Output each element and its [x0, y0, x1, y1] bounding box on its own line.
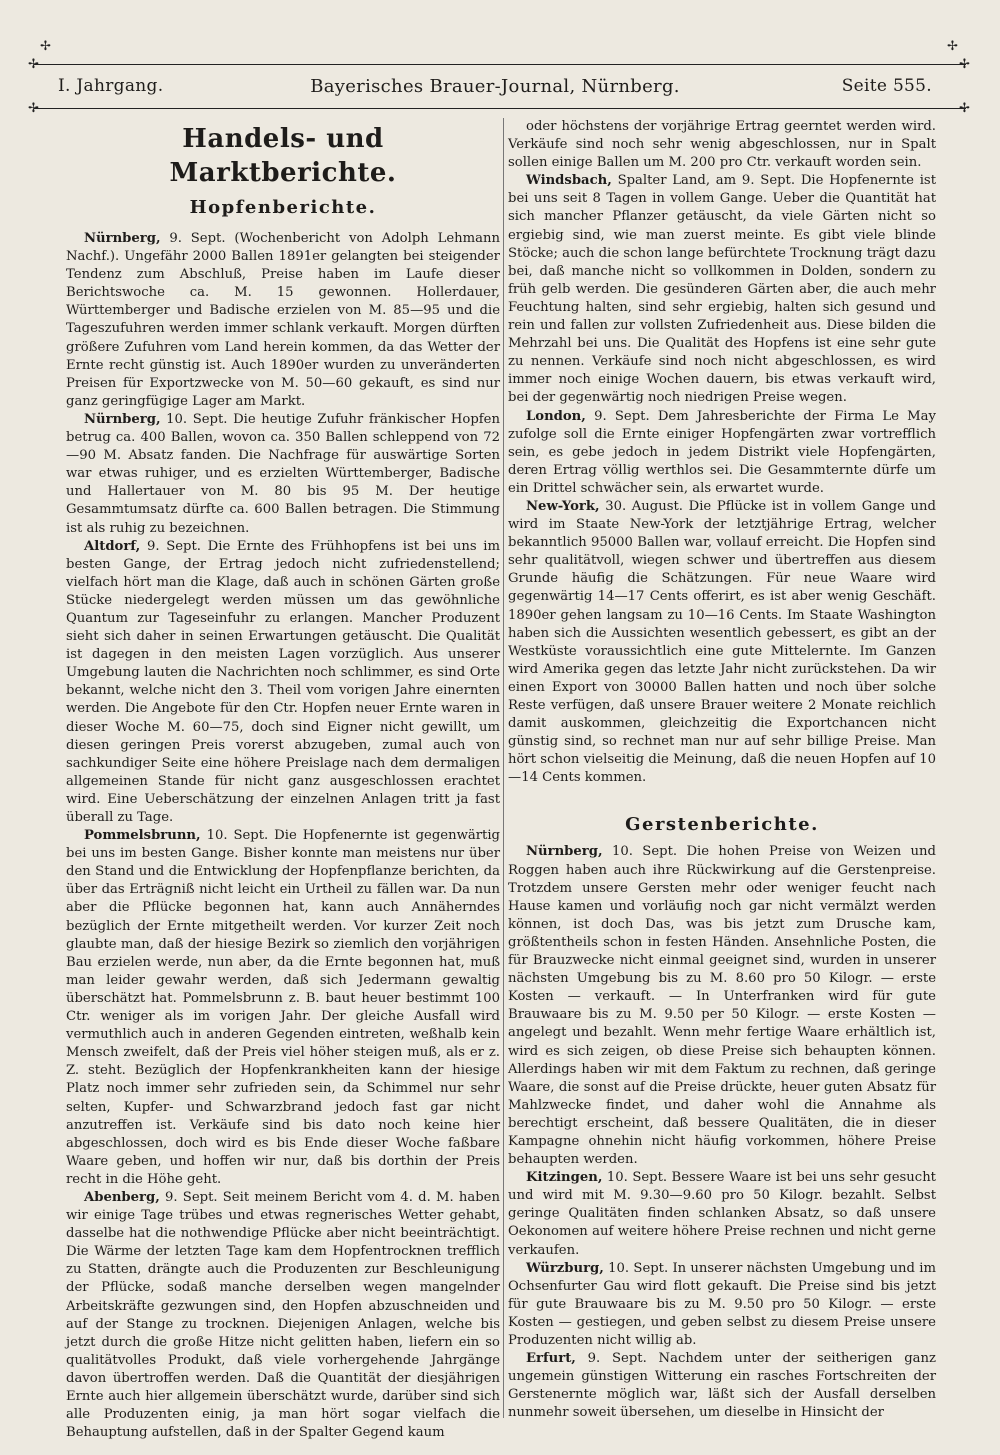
report-place: Kitzingen,	[526, 1170, 603, 1186]
report-text: 9. Sept. (Wochenbericht von Adolph Lehmann Nachf.). Ungefähr 2000 Ballen 1891er gelangten bei steigender Tendenz zum Abschluß, Preise haben im Laufe dieser Berichtswoche ca. M. 15 gewonnen. Hollerdauer, Württemberger und Badische erzielen von M. 85—95 und die Tageszufuhren werden immer schlank verkauft. Morgen dürften größere Zufuhren vom Land herein kommen, da das Wetter der Ernte recht günstig ist. Auch 1890er wurden zu unveränderten Preisen für Exportzwecke von M. 50—60 gekauft, es sind nur ganz geringfügige Lager am Markt.	[66, 231, 500, 409]
column-divider	[503, 118, 504, 1418]
report-text: 9. Sept. Die Ernte des Frühhopfens ist bei uns im besten Gange, der Ertrag jedoch nicht zufriedenstellend; vielfach hört man die Klage, daß auch in schönen Gärten große Stücke niedergelegt werden müssen um das gewöhnliche Quantum zur Tageseinfuhr zu erlangen. Mancher Produzent sieht sich daher in seinen Erwartungen getäuscht. Die Qualität ist dagegen in den meisten Lagen vorzüglich. Aus unserer Umgebung lauten die Nachrichten noch schlimmer, es sind Orte bekannt, welche nicht den 3. Theil vom vorigen Jahre einernten werden. Die Angebote für den Ctr. Hopfen neuer Ernte waren in dieser Woche M. 60—75, doch sind Eigner nicht gewillt, um diesen geringen Preis vorerst abzugeben, zumal auch von sachkundiger Seite eine höhere Preislage nach dem dermaligen allgemeinen Stande für nicht ganz ausgeschlossen erachtet wird. Eine Ueberschätzung der einzelnen Anlagen tritt ja fast überall zu Tage.	[66, 538, 500, 825]
rule-ornament-right-bottom: ✢	[959, 101, 970, 116]
report-place: Abenberg,	[84, 1189, 160, 1205]
report-place: Windsbach,	[526, 173, 612, 189]
report-text: 10. Sept. Die Hopfenernte ist gegenwärtig bei uns im besten Gange. Bisher konnte man meistens nur über den Stand und die Entwicklung der Hopfenpflanze berichten, da über das Erträgniß nicht leicht ein Urtheil zu fällen war. Da nun aber die Pflücke begonnen hat, kann auch Annäherndes bezüglich der Ernte mitgetheilt werden. Vor kurzer Zeit noch glaubte man, daß der hiesige Bezirk so ziemlich den vorjährigen Bau erzielen werde, nun aber, da die Ernte begonnen hat, muß man leider gewahr werden, daß sich Jedermann gewaltig überschätzt hat. Pommelsbrunn z. B. baut heuer bestimmt 100 Ctr. weniger als im vorigen Jahr. Der gleiche Ausfall wird vermuthlich auch in anderen Gegenden eintreten, weßhalb kein Mensch zweifelt, daß der Preis viel höher steigen muß, als er z. Z. steht. Bezüglich der Hopfenkrankheiten kann der hiesige Platz noch immer sehr zufrieden sein, da Schimmel nur sehr selten, Kupfer- und Schwarzbrand jedoch fast gar nicht anzutreffen ist. Verkäufe sind bis dato noch keine hier abgeschlossen, doch wird es bis Ende dieser Woche faßbare Waare geben, und hoffen wir nur, daß bis dorthin der Preis recht in die Höhe geht.	[66, 828, 500, 1187]
report-paragraph	[66, 230, 500, 411]
report-paragraph	[66, 827, 500, 1189]
report-text: 10. Sept. Die hohen Preise von Weizen und Roggen haben auch ihre Rückwirkung auf die Gerstenpreise. Trotzdem unsere Gersten mehr oder weniger feucht nach Hause kamen und vorläufig noch gar nicht vermälzt werden können, ist doch Das, was bis jetzt zum Drusche kam, größtentheils schon in festen Händen. Ansehnliche Posten, die für Brauzwecke nicht einmal geeignet sind, wurden in unserer nächsten Umgebung bis zu M. 8.60 pro 50 Kilogr. — erste Kosten — verkauft. — In Unterfranken wird für gute Brauwaare bis zu M. 9.50 per 50 Kilogr. — erste Kosten — angelegt und bezahlt. Wenn mehr fertige Waare erhältlich ist, wird es sich zeigen, ob diese Preise sich behaupten können. Allerdings haben wir mit dem Faktum zu rechnen, daß geringe Waare, die sonst auf die Preise drückte, heuer guten Absatz für Mahlzwecke findet, und daher wohl die Annahme als berechtigt erscheint, daß bessere Qualitäten, die in dieser Kampagne ohnehin nicht häufig vorkommen, höhere Preise behaupten werden.	[508, 844, 936, 1168]
hop-reports-heading: Hopfenberichte.	[189, 197, 377, 218]
report-place: Nürnberg,	[526, 844, 603, 860]
report-text: Spalter Land, am 9. Sept. Die Hopfenernte ist bei uns seit 8 Tagen in vollem Gange. Ueber die Quantität hat sich mancher Pflanzer getäuscht, da viele Gärten nicht so ergiebig sind, wie man zuerst meinte. Es gibt viele blinde Stöcke; auch die schon lange befürchtete Trocknung trägt dazu bei, daß manche nicht so vollkommen in Dolden, sondern zu früh gelb werden. Die gesünderen Gärten aber, die auch mehr Feuchtung halten, sind sehr ergiebig, halten sich gesund und rein und fallen zur vollsten Zufriedenheit aus. Diese bilden die Mehrzahl bei uns. Die Qualität des Hopfens ist eine sehr gute zu nennen. Verkäufe sind noch nicht abgeschlossen, es wird immer noch einige Wochen dauern, bis etwas verkauft wird, bei der gegenwärtig noch niedrigen Preise wegen.	[508, 173, 936, 406]
running-header	[58, 76, 932, 102]
section-heading: Handels- und Marktberichte.	[169, 124, 397, 188]
report-paragraph	[508, 172, 936, 407]
left-column	[66, 118, 500, 1441]
report-paragraph	[66, 411, 500, 538]
report-text: 10. Sept. Die heutige Zufuhr fränkischer Hopfen betrug ca. 400 Ballen, wovon ca. 350 Ballen schleppend von 72—90 M. Absatz fanden. Die Nachfrage für auswärtige Sorten war etwas ruhiger, und es erzielten Württemberger, Badische und Hallertauer von M. 80 bis 95 M. Der heutige Gesammtumsatz dürfte ca. 600 Ballen betragen. Die Stimmung ist als ruhig zu bezeichnen.	[66, 411, 500, 536]
report-paragraph	[508, 498, 936, 788]
report-paragraph	[508, 1350, 936, 1422]
rule-ornament-left-top: ✢	[40, 39, 51, 54]
report-text: 10. Sept. In unserer nächsten Umgebung und im Ochsenfurter Gau wird flott gekauft. Die Preise sind bis jetzt für gute Brauwaare bis zu M. 9.50 pro 50 Kilogr. — erste Kosten — gestiegen, und geben selbst zu diesem Preise unsere Produzenten nicht willig ab.	[508, 1260, 936, 1348]
rule-ornament-right: ✢	[959, 57, 970, 72]
report-paragraph	[508, 843, 936, 1169]
page-number: Seite 555.	[841, 76, 932, 96]
report-place: Pommelsbrunn,	[84, 828, 201, 844]
report-text: 30. August. Die Pflücke ist in vollem Gange und wird im Staate New-York der letztjährige Ertrag, welcher bekanntlich 95000 Ballen war, vollauf erreicht. Die Hopfen sind sehr qualitätvoll, wiegen schwer und übertreffen aus diesem Grunde häufig die Schätzungen. Für neue Waare wird gegenwärtig 14—17 Cents offerirt, es ist aber wenig Geschäft. 1890er gehen langsam zu 10—16 Cents. Im Staate Washington haben sich die Aussichten wesentlich gebessert, es gibt an der Westküste voraussichtlich eine gute Mittelernte. Im Ganzen wird Amerika gegen das letzte Jahr nicht zurückstehen. Da wir einen Export von 30000 Ballen hatten und noch über solche Reste verfügen, daß unsere Brauer weitere 2 Monate reichlich damit auskommen, gleichzeitig die Exportchancen nicht günstig sind, so rechnet man nur auf sehr billige Preise. Man hört schon vielseitig die Meinung, daß die neuen Hopfen auf 10—14 Cents kommen.	[508, 498, 936, 786]
report-place: Erfurt,	[526, 1351, 576, 1367]
continued-paragraph: oder höchstens der vorjährige Ertrag geerntet werden wird. Verkäufe sind noch sehr wenig abgeschlossen, nur in Spalt sollen einige Ballen um M. 200 pro Ctr. verkauft worden sein.	[508, 119, 936, 171]
barley-reports-heading: Gerstenberichte.	[625, 814, 819, 836]
report-place: Nürnberg,	[84, 411, 161, 427]
report-paragraph	[66, 538, 500, 828]
report-paragraph	[66, 1189, 500, 1442]
report-text: 9. Sept. Seit meinem Bericht vom 4. d. M. haben wir einige Tage trübes und etwas regnerisches Wetter gehabt, dasselbe hat die nothwendige Pflücke aber nicht beeinträchtigt. Die Wärme der letzten Tage kam dem Hopfentrocknen trefflich zu Statten, drängte auch die Produzenten zur Beschleunigung der Pflücke, sodaß manche derselben wegen mangelnder Arbeitskräfte gezwungen sind, den Hopfen abzuschneiden und auf der Stange zu trocknen. Diejenigen Anlagen, welche bis jetzt durch die große Hitze nicht gelitten haben, liefern ein so qualitätvolles Produkt, daß viele vorhergehende Jahrgänge davon übertroffen werden. Daß die Quantität der diesjährigen Ernte auch hier allgemein überschätzt wurde, darüber sind sich alle Produzenten einig, ja man hört sogar vielfach die Behauptung aufstellen, daß in der Spalter Gegend kaum	[66, 1189, 500, 1441]
header-rule	[34, 108, 966, 109]
right-column	[508, 118, 936, 1421]
rule-ornament-left-bottom: ✢	[28, 101, 39, 116]
rule-ornament-left: ✢	[28, 57, 39, 72]
journal-title: Bayerisches Brauer-Journal, Nürnberg.	[310, 76, 680, 97]
volume-label: I. Jahrgang.	[58, 76, 164, 96]
report-text: 9. Sept. Nachdem unter der seitherigen ganz ungemein günstigen Witterung ein rasches Fortschreiten der Gerstenernte möglich war, läßt sich der Ausfall derselben nunmehr soweit übersehen, um dieselbe in Hinsicht der	[508, 1351, 936, 1421]
report-place: New-York,	[526, 498, 600, 514]
report-paragraph	[508, 1260, 936, 1350]
rule-ornament-right-top: ✢	[947, 39, 958, 54]
report-place: London,	[526, 408, 586, 424]
report-paragraph	[508, 408, 936, 498]
top-rule	[34, 64, 966, 65]
report-place: Nürnberg,	[84, 231, 161, 246]
report-text: 9. Sept. Dem Jahresberichte der Firma Le May zufolge soll die Ernte einiger Hopfengärten zwar vortrefflich sein, es gebe jedoch in jedem Distrikt viele Hopfengärten, deren Ertrag völlig werthlos sei. Die Gesammternte dürfe um ein Drittel schwächer sein, als erwartet wurde.	[508, 408, 936, 496]
report-place: Altdorf,	[84, 538, 141, 554]
report-place: Würzburg,	[526, 1260, 604, 1276]
report-text: 10. Sept. Bessere Waare ist bei uns sehr gesucht und wird mit M. 9.30—9.60 pro 50 Kilogr. bezahlt. Selbst geringe Qualitäten finden schlanken Absatz, so daß unsere Oekonomen auf weitere höhere Preise rechnen und nicht gerne verkaufen.	[508, 1170, 936, 1258]
report-paragraph	[508, 1169, 936, 1259]
